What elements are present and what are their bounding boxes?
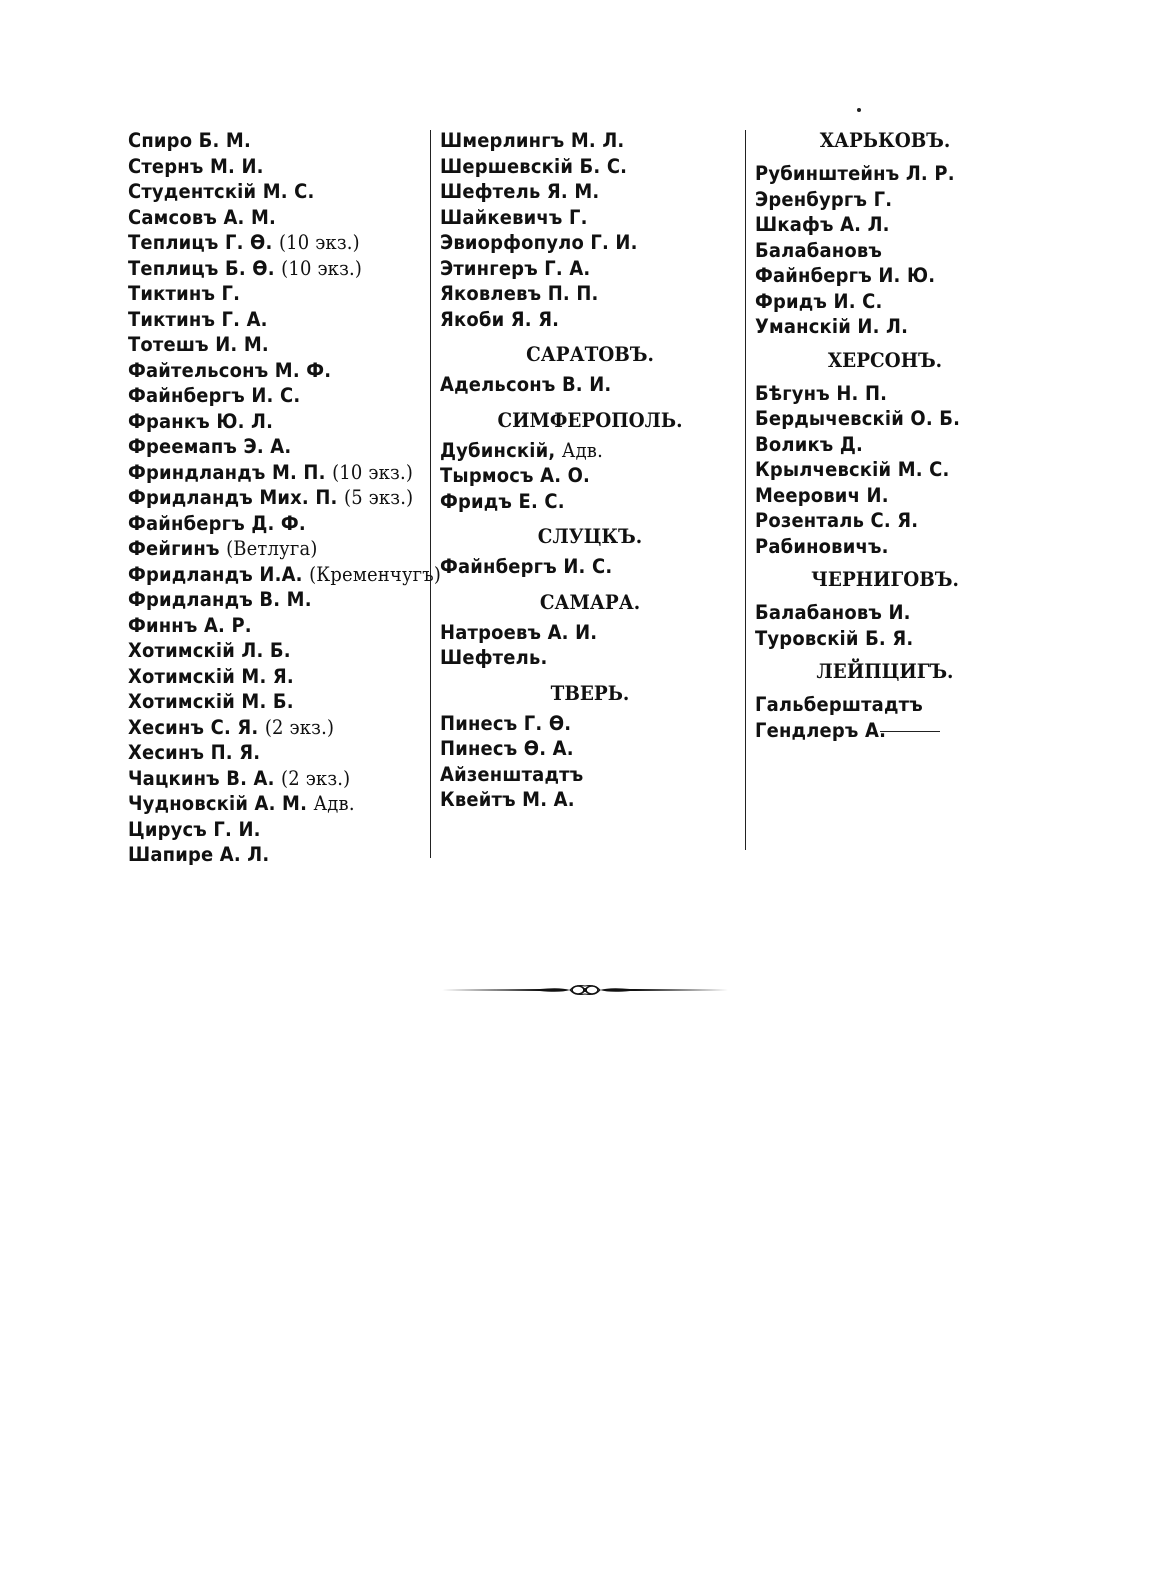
- subscriber-entry: [755, 238, 994, 264]
- subscriber-entry: [755, 457, 994, 483]
- subscriber-entry: [440, 256, 716, 282]
- subscriber-note: (10 экз.): [281, 256, 363, 280]
- subscriber-name: Рубинштейнъ Л. Р.: [755, 162, 955, 185]
- city-heading: ХЕРСОНЪ.: [827, 347, 943, 372]
- subscriber-name: Бердычевскій О. Б.: [755, 407, 961, 430]
- subscriber-name: Адельсонъ В. И.: [440, 373, 612, 396]
- subscriber-name: Шефтель Я. М.: [440, 180, 600, 203]
- subscriber-name: Фреемапъ Э. А.: [128, 435, 292, 458]
- subscriber-name: Файнбергъ И. Ю.: [755, 264, 936, 287]
- city-heading: ТВЕРЬ.: [550, 680, 630, 705]
- subscriber-name: Фейгинъ: [128, 537, 220, 560]
- subscriber-name: Гендлеръ А.: [755, 718, 887, 742]
- subscriber-entry: [128, 256, 404, 282]
- subscriber-entry: [440, 230, 716, 256]
- subscriber-entry: [128, 332, 404, 358]
- subscriber-name: Яковлевъ П. П.: [440, 282, 599, 305]
- column-right: [755, 128, 1015, 743]
- subscriber-entry: [755, 212, 994, 238]
- subscriber-name: Дубинскій,: [440, 438, 556, 462]
- subscriber-name: Пинесъ Ѳ. А.: [440, 737, 574, 760]
- subscriber-entry: [128, 664, 404, 690]
- subscriber-note: (Ветлуга): [226, 537, 318, 560]
- subscriber-name: Стернъ М. И.: [128, 154, 264, 178]
- subscriber-entry: [128, 460, 414, 486]
- subscriber-name: Тырмосъ А. О.: [440, 464, 591, 487]
- city-heading: САРАТОВЪ.: [526, 342, 654, 366]
- subscriber-entry: [440, 372, 716, 398]
- subscriber-entry: [755, 718, 994, 744]
- subscriber-name: Чацкинъ В. А.: [128, 766, 275, 790]
- subscriber-entry: [128, 613, 404, 639]
- subscriber-name: Балабановъ: [755, 238, 883, 262]
- subscriber-entry: [128, 791, 404, 817]
- subscriber-entry: [128, 307, 404, 333]
- subscriber-name: Эвиорфопуло Г. И.: [440, 231, 638, 254]
- subscriber-note: (10 экз.): [278, 231, 360, 254]
- subscriber-entry: [128, 715, 404, 741]
- subscriber-name: Шефтель.: [440, 646, 548, 669]
- subscriber-name: Чудновскій А. М.: [128, 792, 308, 815]
- subscriber-name: Фридъ И. С.: [755, 289, 883, 313]
- city-heading: САМАРА.: [539, 589, 641, 614]
- section-separator-rule: [880, 731, 940, 732]
- subscriber-name: Файнбергъ И. С.: [128, 384, 301, 407]
- ink-dot: [857, 108, 861, 112]
- subscriber-name: Файтельсонъ М. Ф.: [128, 358, 332, 382]
- subscriber-name: Рабиновичъ.: [755, 534, 889, 558]
- subscriber-name: Гальберштадтъ: [755, 693, 923, 716]
- subscriber-name: Студентскій М. С.: [128, 180, 315, 203]
- subscriber-entry: [755, 432, 994, 458]
- subscriber-entry: [128, 434, 404, 460]
- subscriber-entry: [755, 483, 994, 509]
- subscriber-name: Воликъ Д.: [755, 432, 864, 456]
- subscriber-name: Балабановъ И.: [755, 601, 911, 624]
- subscriber-name: Фридландъ Мих. П.: [128, 486, 338, 509]
- subscriber-entry: [128, 842, 404, 868]
- subscriber-name: Этингеръ Г. А.: [440, 256, 591, 280]
- subscriber-name: Меерович И.: [755, 483, 889, 507]
- subscriber-name: Финнъ А. Р.: [128, 613, 252, 637]
- subscriber-note: Адв.: [313, 792, 355, 815]
- subscriber-entry: [128, 179, 404, 205]
- subscriber-name: Крылчевскій М. С.: [755, 458, 950, 481]
- city-heading: ЧЕРНИГОВЪ.: [811, 567, 959, 591]
- subscriber-name: Спиро Б. М.: [128, 129, 251, 152]
- subscriber-name: Сaмсовъ А. М.: [128, 205, 276, 229]
- subscriber-name: Шершевскій Б. С.: [440, 154, 628, 178]
- subscriber-entry: [128, 409, 404, 435]
- subscriber-name: Фриндландъ М. П.: [128, 460, 326, 484]
- subscriber-entry: [755, 508, 994, 534]
- subscriber-name: Эренбургъ Г.: [755, 187, 893, 211]
- subscriber-name: Шмерлингъ М. Л.: [440, 129, 625, 152]
- subscriber-name: Тотешъ И. М.: [128, 333, 269, 356]
- subscriber-name: Шапире А. Л.: [128, 843, 270, 866]
- city-heading: ЛЕЙПЦИГЪ.: [816, 659, 954, 683]
- subscriber-name: Квейтъ М. А.: [440, 788, 575, 811]
- subscriber-entry: [440, 620, 716, 646]
- subscriber-name: Розенталь С. Я.: [755, 509, 919, 532]
- subscriber-entry: [755, 381, 994, 407]
- subscriber-entry: [755, 187, 994, 213]
- subscriber-note: (5 экз.): [344, 486, 414, 509]
- subscriber-name: Хесинъ С. Я.: [128, 715, 259, 739]
- column-divider: [430, 130, 431, 858]
- subscriber-entry: [755, 626, 994, 652]
- subscriber-entry: [440, 128, 716, 154]
- subscriber-entry: [128, 383, 404, 409]
- subscriber-entry: [440, 307, 716, 333]
- subscriber-entry: [128, 587, 404, 613]
- subscriber-entry: [128, 485, 414, 511]
- subscriber-name: Хотимскій Л. Б.: [128, 639, 291, 662]
- city-heading: СЛУЦКЪ.: [537, 524, 643, 548]
- subscriber-name: Фридъ Е. С.: [440, 489, 565, 513]
- subscriber-note: (2 экз.): [264, 715, 335, 739]
- subscriber-entry: [755, 161, 994, 187]
- column-middle: [440, 128, 740, 813]
- subscriber-name: Франкъ Ю. Л.: [128, 409, 274, 433]
- city-heading: СИМФЕРОПОЛЬ.: [497, 407, 683, 432]
- subscriber-entry: [440, 645, 716, 671]
- subscriber-name: Шайкевичъ Г.: [440, 205, 588, 229]
- subscriber-entry: [128, 511, 404, 537]
- subscriber-entry: [440, 179, 716, 205]
- ornamental-divider: [440, 982, 730, 998]
- subscriber-name: Туровскій Б. Я.: [755, 626, 914, 650]
- subscriber-entry: [755, 406, 994, 432]
- subscriber-entry: [128, 766, 404, 792]
- subscriber-name: Хотимскій М. Я.: [128, 664, 294, 688]
- subscriber-entry: [128, 562, 442, 588]
- subscriber-entry: [755, 263, 994, 289]
- subscriber-name: Бѣгунъ Н. П.: [755, 381, 888, 405]
- subscriber-entry: [128, 281, 404, 307]
- subscriber-entry: [440, 281, 716, 307]
- city-heading: ХАРЬКОВЪ.: [819, 128, 951, 152]
- subscriber-name: Теплицъ Г. Ѳ.: [128, 231, 273, 254]
- subscriber-entry: [440, 762, 716, 788]
- subscriber-entry: [755, 600, 994, 626]
- subscriber-entry: [755, 289, 994, 315]
- subscriber-entry: [128, 128, 404, 154]
- subscriber-entry: [128, 230, 404, 256]
- subscriber-entry: [128, 740, 404, 766]
- subscriber-entry: [128, 638, 404, 664]
- subscriber-entry: [755, 534, 994, 560]
- subscriber-entry: [440, 787, 716, 813]
- subscriber-entry: [755, 314, 994, 340]
- subscriber-entry: [128, 205, 404, 231]
- subscriber-note: (Кременчугъ): [309, 562, 442, 586]
- column-left: [128, 128, 442, 868]
- subscriber-note: (10 экз.): [332, 460, 414, 484]
- subscriber-entry: [755, 692, 994, 718]
- subscriber-name: Уманскій И. Л.: [755, 315, 909, 338]
- subscriber-entry: [440, 489, 716, 515]
- subscriber-entry: [440, 438, 716, 464]
- subscriber-name: Файнбергъ Д. Ф.: [128, 511, 306, 535]
- subscriber-entry: [440, 154, 716, 180]
- subscriber-note: (2 экз.): [281, 766, 351, 790]
- subscriber-name: Тиктинъ Г.: [128, 282, 241, 305]
- subscriber-name: Натроевъ А. И.: [440, 620, 598, 644]
- subscriber-note: Адв.: [561, 438, 603, 462]
- subscriber-entry: [128, 817, 404, 843]
- subscriber-entry: [440, 205, 716, 231]
- subscriber-entry: [440, 463, 716, 489]
- subscriber-name: Хесинъ П. Я.: [128, 741, 261, 764]
- subscriber-name: Якоби Я. Я.: [440, 307, 560, 331]
- subscriber-name: Тиктинъ Г. А.: [128, 307, 268, 331]
- column-divider: [745, 130, 746, 850]
- subscriber-name: Теплицъ Б. Ѳ.: [128, 256, 275, 280]
- subscriber-name: Айзенштадтъ: [440, 762, 584, 786]
- subscriber-name: Фридландъ В. М.: [128, 588, 312, 611]
- subscriber-entry: [128, 536, 404, 562]
- subscriber-entry: [128, 358, 404, 384]
- subscriber-entry: [128, 154, 404, 180]
- subscriber-entry: [128, 689, 404, 715]
- subscriber-entry: [440, 711, 716, 737]
- subscriber-name: Хотимскій М. Б.: [128, 690, 294, 713]
- subscriber-name: Файнбергъ И. С.: [440, 555, 613, 578]
- subscriber-name: Пинесъ Г. Ѳ.: [440, 711, 572, 735]
- subscriber-entry: [440, 554, 716, 580]
- subscriber-name: Шкафъ А. Л.: [755, 213, 890, 236]
- subscriber-name: Фридландъ И.А.: [128, 562, 303, 586]
- subscriber-entry: [440, 736, 716, 762]
- subscriber-name: Цирусъ Г. И.: [128, 817, 261, 841]
